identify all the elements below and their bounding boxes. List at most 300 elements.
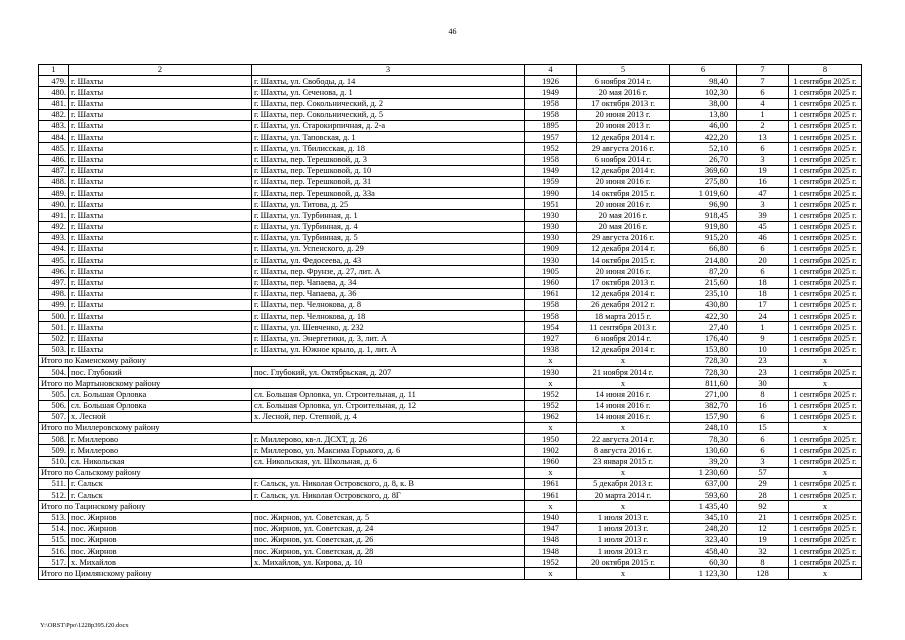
address-cell: г. Сальск, ул. Николая Островского, д. 8Г — [252, 490, 525, 501]
address-cell: г. Шахты, ул. Старокирпичная, д. 2-а — [252, 120, 525, 131]
date-cell: 29 августа 2016 г. — [577, 232, 670, 243]
page-number: 46 — [448, 27, 457, 36]
locality-cell: г. Шахты — [69, 199, 252, 210]
row-number: 497. — [39, 277, 69, 288]
deadline-cell: 1 сентября 2025 г. — [789, 165, 862, 176]
deadline-cell: 1 сентября 2025 г. — [789, 232, 862, 243]
deadline-cell: 1 сентября 2025 г. — [789, 322, 862, 333]
count-cell: 3 — [737, 154, 789, 165]
district-total-row — [39, 467, 862, 478]
col-header: 7 — [737, 65, 789, 76]
year-cell: 1958 — [525, 299, 577, 310]
col-header: 6 — [670, 65, 737, 76]
address-cell: г. Шахты, пер. Челнокова, д. 18 — [252, 311, 525, 322]
deadline-cell: 1 сентября 2025 г. — [789, 333, 862, 344]
deadline-cell: x — [789, 568, 862, 579]
table-row — [39, 255, 862, 266]
count-cell: 23 — [737, 367, 789, 378]
address-cell: г. Шахты, ул. Турбинная, д. 5 — [252, 232, 525, 243]
locality-cell: г. Шахты — [69, 76, 252, 87]
year-cell: 1930 — [525, 367, 577, 378]
col-header: 4 — [525, 65, 577, 76]
date-cell: 26 декабря 2012 г. — [577, 299, 670, 310]
year-cell: 1952 — [525, 400, 577, 411]
count-cell: 39 — [737, 210, 789, 221]
deadline-cell: 1 сентября 2025 г. — [789, 400, 862, 411]
area-cell: 918,45 — [670, 210, 737, 221]
year-cell: 1952 — [525, 143, 577, 154]
locality-cell: г. Сальск — [69, 478, 252, 489]
area-cell: 1 019,60 — [670, 188, 737, 199]
locality-cell: г. Шахты — [69, 165, 252, 176]
count-cell: 4 — [737, 98, 789, 109]
year-cell: 1927 — [525, 333, 577, 344]
locality-cell: г. Шахты — [69, 120, 252, 131]
address-cell: г. Шахты, пер. Чапаева, д. 34 — [252, 277, 525, 288]
table-row — [39, 266, 862, 277]
locality-cell: пос. Жирнов — [69, 512, 252, 523]
row-number: 490. — [39, 199, 69, 210]
locality-cell: г. Шахты — [69, 299, 252, 310]
table-row — [39, 232, 862, 243]
address-cell: г. Шахты, ул. Сеченова, д. 1 — [252, 87, 525, 98]
locality-cell: пос. Жирнов — [69, 546, 252, 557]
count-cell: 6 — [737, 434, 789, 445]
year-cell: 1958 — [525, 311, 577, 322]
date-cell: 14 июня 2016 г. — [577, 400, 670, 411]
year-cell: 1961 — [525, 490, 577, 501]
table-row — [39, 299, 862, 310]
deadline-cell: 1 сентября 2025 г. — [789, 434, 862, 445]
deadline-cell: 1 сентября 2025 г. — [789, 199, 862, 210]
area-cell: 1 123,30 — [670, 568, 737, 579]
table-row — [39, 456, 862, 467]
year-cell: 1948 — [525, 534, 577, 545]
date-cell: 12 декабря 2014 г. — [577, 132, 670, 143]
row-number: 512. — [39, 490, 69, 501]
locality-cell: г. Шахты — [69, 344, 252, 355]
year-cell: 1958 — [525, 154, 577, 165]
date-cell: 8 августа 2016 г. — [577, 445, 670, 456]
count-cell: 47 — [737, 188, 789, 199]
area-cell: 811,60 — [670, 378, 737, 389]
deadline-cell: 1 сентября 2025 г. — [789, 277, 862, 288]
count-cell: 46 — [737, 232, 789, 243]
row-number: 494. — [39, 244, 69, 255]
deadline-cell: 1 сентября 2025 г. — [789, 478, 862, 489]
date-cell: 12 декабря 2014 г. — [577, 344, 670, 355]
deadline-cell: 1 сентября 2025 г. — [789, 244, 862, 255]
deadline-cell: 1 сентября 2025 г. — [789, 546, 862, 557]
area-cell: 345,10 — [670, 512, 737, 523]
date-cell: 1 июля 2013 г. — [577, 512, 670, 523]
locality-cell: г. Шахты — [69, 232, 252, 243]
locality-cell: г. Шахты — [69, 288, 252, 299]
row-number: 516. — [39, 546, 69, 557]
area-cell: 13,80 — [670, 109, 737, 120]
deadline-cell: 1 сентября 2025 г. — [789, 132, 862, 143]
count-cell: 45 — [737, 221, 789, 232]
area-cell: 430,80 — [670, 299, 737, 310]
year-cell: 1962 — [525, 411, 577, 422]
table-row — [39, 210, 862, 221]
area-cell: 176,40 — [670, 333, 737, 344]
count-cell: 8 — [737, 389, 789, 400]
date-cell: 14 октября 2015 г. — [577, 255, 670, 266]
area-cell: 369,60 — [670, 165, 737, 176]
count-cell: 6 — [737, 143, 789, 154]
year-cell: 1961 — [525, 478, 577, 489]
deadline-cell: x — [789, 467, 862, 478]
locality-cell: г. Шахты — [69, 87, 252, 98]
date-cell: 12 декабря 2014 г. — [577, 288, 670, 299]
locality-cell: г. Шахты — [69, 154, 252, 165]
table-row — [39, 188, 862, 199]
date-cell: x — [577, 568, 670, 579]
address-cell: пос. Глубокий, ул. Октябрьская, д. 207 — [252, 367, 525, 378]
col-header: 5 — [577, 65, 670, 76]
row-number: 495. — [39, 255, 69, 266]
area-cell: 728,30 — [670, 355, 737, 366]
locality-cell: г. Шахты — [69, 132, 252, 143]
area-cell: 60,30 — [670, 557, 737, 568]
locality-cell: г. Шахты — [69, 244, 252, 255]
count-cell: 19 — [737, 534, 789, 545]
locality-cell: сл. Большая Орловка — [69, 389, 252, 400]
year-cell: x — [525, 423, 577, 434]
locality-cell: сл. Большая Орловка — [69, 400, 252, 411]
area-cell: 235,10 — [670, 288, 737, 299]
area-cell: 130,60 — [670, 445, 737, 456]
deadline-cell: 1 сентября 2025 г. — [789, 523, 862, 534]
row-number: 486. — [39, 154, 69, 165]
year-cell: 1949 — [525, 87, 577, 98]
year-cell: 1954 — [525, 322, 577, 333]
deadline-cell: 1 сентября 2025 г. — [789, 344, 862, 355]
date-cell: 20 июня 2016 г. — [577, 266, 670, 277]
table-row — [39, 523, 862, 534]
row-number: 498. — [39, 288, 69, 299]
date-cell: 1 июля 2013 г. — [577, 523, 670, 534]
table-row — [39, 322, 862, 333]
address-cell: г. Шахты, ул. Успенского, д. 29 — [252, 244, 525, 255]
table-row — [39, 87, 862, 98]
address-cell: пос. Жирнов, ул. Советская, д. 5 — [252, 512, 525, 523]
date-cell: 6 ноября 2014 г. — [577, 154, 670, 165]
table-row — [39, 411, 862, 422]
row-number: 493. — [39, 232, 69, 243]
deadline-cell: 1 сентября 2025 г. — [789, 411, 862, 422]
count-cell: 8 — [737, 557, 789, 568]
year-cell: 1948 — [525, 546, 577, 557]
date-cell: 20 мая 2016 г. — [577, 221, 670, 232]
count-cell: 6 — [737, 244, 789, 255]
row-number: 503. — [39, 344, 69, 355]
address-cell: сл. Никольская, ул. Школьная, д. 6 — [252, 456, 525, 467]
locality-cell: х. Михайлов — [69, 557, 252, 568]
year-cell: x — [525, 467, 577, 478]
address-cell: г. Миллерово, кв-л. ДСХТ, д. 26 — [252, 434, 525, 445]
area-cell: 637,00 — [670, 478, 737, 489]
deadline-cell: 1 сентября 2025 г. — [789, 255, 862, 266]
table-row — [39, 176, 862, 187]
row-number: 510. — [39, 456, 69, 467]
deadline-cell: 1 сентября 2025 г. — [789, 210, 862, 221]
address-cell: г. Шахты, ул. Южное крыло, д. 1, лит. А — [252, 344, 525, 355]
area-cell: 38,00 — [670, 98, 737, 109]
count-cell: 16 — [737, 400, 789, 411]
row-number: 513. — [39, 512, 69, 523]
total-label: Итого по Тацинскому району — [39, 501, 525, 512]
address-cell: г. Шахты, ул. Титова, д. 25 — [252, 199, 525, 210]
district-total-row — [39, 378, 862, 389]
address-cell: пос. Жирнов, ул. Советская, д. 28 — [252, 546, 525, 557]
year-cell: 1961 — [525, 288, 577, 299]
table-row — [39, 344, 862, 355]
locality-cell: г. Шахты — [69, 109, 252, 120]
deadline-cell: 1 сентября 2025 г. — [789, 288, 862, 299]
locality-cell: г. Шахты — [69, 333, 252, 344]
date-cell: x — [577, 467, 670, 478]
date-cell: x — [577, 378, 670, 389]
total-label: Итого по Мартыновскому району — [39, 378, 525, 389]
count-cell: 6 — [737, 87, 789, 98]
table-row — [39, 165, 862, 176]
area-cell: 248,20 — [670, 523, 737, 534]
area-cell: 323,40 — [670, 534, 737, 545]
locality-cell: г. Шахты — [69, 266, 252, 277]
area-cell: 102,30 — [670, 87, 737, 98]
row-number: 479. — [39, 76, 69, 87]
address-cell: г. Шахты, ул. Энергетики, д. 3, лит. А — [252, 333, 525, 344]
address-cell: г. Шахты, пер. Сокольнический, д. 2 — [252, 98, 525, 109]
deadline-cell: 1 сентября 2025 г. — [789, 557, 862, 568]
locality-cell: г. Миллерово — [69, 434, 252, 445]
area-cell: 382,70 — [670, 400, 737, 411]
date-cell: 20 июня 2016 г. — [577, 199, 670, 210]
deadline-cell: 1 сентября 2025 г. — [789, 221, 862, 232]
deadline-cell: 1 сентября 2025 г. — [789, 143, 862, 154]
locality-cell: г. Шахты — [69, 255, 252, 266]
count-cell: 128 — [737, 568, 789, 579]
table-row — [39, 490, 862, 501]
date-cell: 29 августа 2016 г. — [577, 143, 670, 154]
area-cell: 458,40 — [670, 546, 737, 557]
row-number: 492. — [39, 221, 69, 232]
address-cell: г. Шахты, ул. Шевченко, д. 232 — [252, 322, 525, 333]
area-cell: 593,60 — [670, 490, 737, 501]
date-cell: 21 ноября 2014 г. — [577, 367, 670, 378]
locality-cell: г. Шахты — [69, 277, 252, 288]
year-cell: 1902 — [525, 445, 577, 456]
count-cell: 2 — [737, 120, 789, 131]
year-cell: 1949 — [525, 165, 577, 176]
row-number: 504. — [39, 367, 69, 378]
area-cell: 39,20 — [670, 456, 737, 467]
row-number: 515. — [39, 534, 69, 545]
year-cell: 1905 — [525, 266, 577, 277]
table-row — [39, 288, 862, 299]
deadline-cell: 1 сентября 2025 г. — [789, 456, 862, 467]
table-row — [39, 557, 862, 568]
deadline-cell: 1 сентября 2025 г. — [789, 109, 862, 120]
count-cell: 92 — [737, 501, 789, 512]
area-cell: 214,80 — [670, 255, 737, 266]
row-number: 491. — [39, 210, 69, 221]
area-cell: 78,30 — [670, 434, 737, 445]
count-cell: 6 — [737, 266, 789, 277]
area-cell: 157,90 — [670, 411, 737, 422]
address-cell: г. Шахты, пер. Фрунзе, д. 27, лит. А — [252, 266, 525, 277]
area-cell: 27,40 — [670, 322, 737, 333]
row-number: 506. — [39, 400, 69, 411]
year-cell: 1930 — [525, 210, 577, 221]
date-cell: 20 июня 2013 г. — [577, 109, 670, 120]
deadline-cell: 1 сентября 2025 г. — [789, 120, 862, 131]
date-cell: 17 октября 2013 г. — [577, 98, 670, 109]
deadline-cell: 1 сентября 2025 г. — [789, 76, 862, 87]
date-cell: 20 мая 2016 г. — [577, 87, 670, 98]
count-cell: 3 — [737, 199, 789, 210]
year-cell: 1940 — [525, 512, 577, 523]
table-row — [39, 109, 862, 120]
address-cell: сл. Большая Орловка, ул. Строительная, д. 11 — [252, 389, 525, 400]
table-body — [39, 65, 862, 580]
count-cell: 12 — [737, 523, 789, 534]
year-cell: 1960 — [525, 277, 577, 288]
row-number: 505. — [39, 389, 69, 400]
row-number: 489. — [39, 188, 69, 199]
count-cell: 15 — [737, 423, 789, 434]
count-cell: 23 — [737, 355, 789, 366]
area-cell: 96,90 — [670, 199, 737, 210]
locality-cell: г. Шахты — [69, 311, 252, 322]
year-cell: x — [525, 355, 577, 366]
area-cell: 728,30 — [670, 367, 737, 378]
area-cell: 87,20 — [670, 266, 737, 277]
year-cell: 1930 — [525, 255, 577, 266]
address-cell: г. Шахты, пер. Челнокова, д. 8 — [252, 299, 525, 310]
count-cell: 30 — [737, 378, 789, 389]
table-row — [39, 445, 862, 456]
col-header: 1 — [39, 65, 69, 76]
row-number: 517. — [39, 557, 69, 568]
total-label: Итого по Цимлянскому району — [39, 568, 525, 579]
date-cell: 23 января 2015 г. — [577, 456, 670, 467]
count-cell: 6 — [737, 445, 789, 456]
date-cell: 12 декабря 2014 г. — [577, 244, 670, 255]
table-row — [39, 333, 862, 344]
deadline-cell: 1 сентября 2025 г. — [789, 299, 862, 310]
deadline-cell: 1 сентября 2025 г. — [789, 512, 862, 523]
area-cell: 919,80 — [670, 221, 737, 232]
col-header: 8 — [789, 65, 862, 76]
date-cell: 1 июля 2013 г. — [577, 546, 670, 557]
year-cell: 1926 — [525, 76, 577, 87]
count-cell: 17 — [737, 299, 789, 310]
header-row — [39, 65, 862, 76]
date-cell: x — [577, 501, 670, 512]
year-cell: 1938 — [525, 344, 577, 355]
deadline-cell: 1 сентября 2025 г. — [789, 176, 862, 187]
date-cell: x — [577, 355, 670, 366]
row-number: 483. — [39, 120, 69, 131]
year-cell: 1990 — [525, 188, 577, 199]
year-cell: 1959 — [525, 176, 577, 187]
address-cell: г. Шахты, ул. Федосеева, д. 43 — [252, 255, 525, 266]
year-cell: 1958 — [525, 109, 577, 120]
area-cell: 915,20 — [670, 232, 737, 243]
row-number: 481. — [39, 98, 69, 109]
table-row — [39, 76, 862, 87]
year-cell: 1951 — [525, 199, 577, 210]
address-cell: г. Шахты, ул. Таповская, д. 1 — [252, 132, 525, 143]
deadline-cell: 1 сентября 2025 г. — [789, 87, 862, 98]
table-row — [39, 311, 862, 322]
district-total-row — [39, 568, 862, 579]
row-number: 511. — [39, 478, 69, 489]
deadline-cell: 1 сентября 2025 г. — [789, 389, 862, 400]
date-cell: 5 декабря 2013 г. — [577, 478, 670, 489]
locality-cell: г. Сальск — [69, 490, 252, 501]
year-cell: 1930 — [525, 232, 577, 243]
table-row — [39, 120, 862, 131]
area-cell: 1 230,60 — [670, 467, 737, 478]
deadline-cell: x — [789, 423, 862, 434]
year-cell: 1958 — [525, 98, 577, 109]
date-cell: 6 ноября 2014 г. — [577, 333, 670, 344]
address-cell: г. Шахты, пер. Терешковой, д. 33а — [252, 188, 525, 199]
deadline-cell: 1 сентября 2025 г. — [789, 367, 862, 378]
locality-cell: г. Шахты — [69, 322, 252, 333]
count-cell: 24 — [737, 311, 789, 322]
date-cell: 20 июня 2013 г. — [577, 120, 670, 131]
date-cell: 14 октября 2015 г. — [577, 188, 670, 199]
locality-cell: г. Шахты — [69, 221, 252, 232]
address-cell: г. Шахты, ул. Свободы, д. 14 — [252, 76, 525, 87]
date-cell: 12 декабря 2014 г. — [577, 165, 670, 176]
table-row — [39, 277, 862, 288]
address-cell: г. Шахты, ул. Тбилисская, д. 18 — [252, 143, 525, 154]
deadline-cell: 1 сентября 2025 г. — [789, 188, 862, 199]
count-cell: 6 — [737, 411, 789, 422]
deadline-cell: x — [789, 501, 862, 512]
row-number: 514. — [39, 523, 69, 534]
deadline-cell: 1 сентября 2025 г. — [789, 445, 862, 456]
year-cell: 1960 — [525, 456, 577, 467]
total-label: Итого по Сальскому району — [39, 467, 525, 478]
date-cell: 17 октября 2013 г. — [577, 277, 670, 288]
locality-cell: х. Лесной — [69, 411, 252, 422]
address-cell: х. Лесной, пер. Степной, д. 4 — [252, 411, 525, 422]
address-cell: г. Шахты, пер. Терешковой, д. 3 — [252, 154, 525, 165]
table-row — [39, 534, 862, 545]
count-cell: 9 — [737, 333, 789, 344]
deadline-cell: x — [789, 355, 862, 366]
col-header: 3 — [252, 65, 525, 76]
year-cell: 1950 — [525, 434, 577, 445]
date-cell: 6 ноября 2014 г. — [577, 76, 670, 87]
deadline-cell: x — [789, 378, 862, 389]
deadline-cell: 1 сентября 2025 г. — [789, 534, 862, 545]
year-cell: x — [525, 378, 577, 389]
locality-cell: пос. Жирнов — [69, 523, 252, 534]
locality-cell: сл. Никольская — [69, 456, 252, 467]
area-cell: 26,70 — [670, 154, 737, 165]
address-cell: г. Шахты, пер. Терешковой, д. 10 — [252, 165, 525, 176]
address-cell: х. Михайлов, ул. Кирова, д. 10 — [252, 557, 525, 568]
year-cell: 1952 — [525, 557, 577, 568]
